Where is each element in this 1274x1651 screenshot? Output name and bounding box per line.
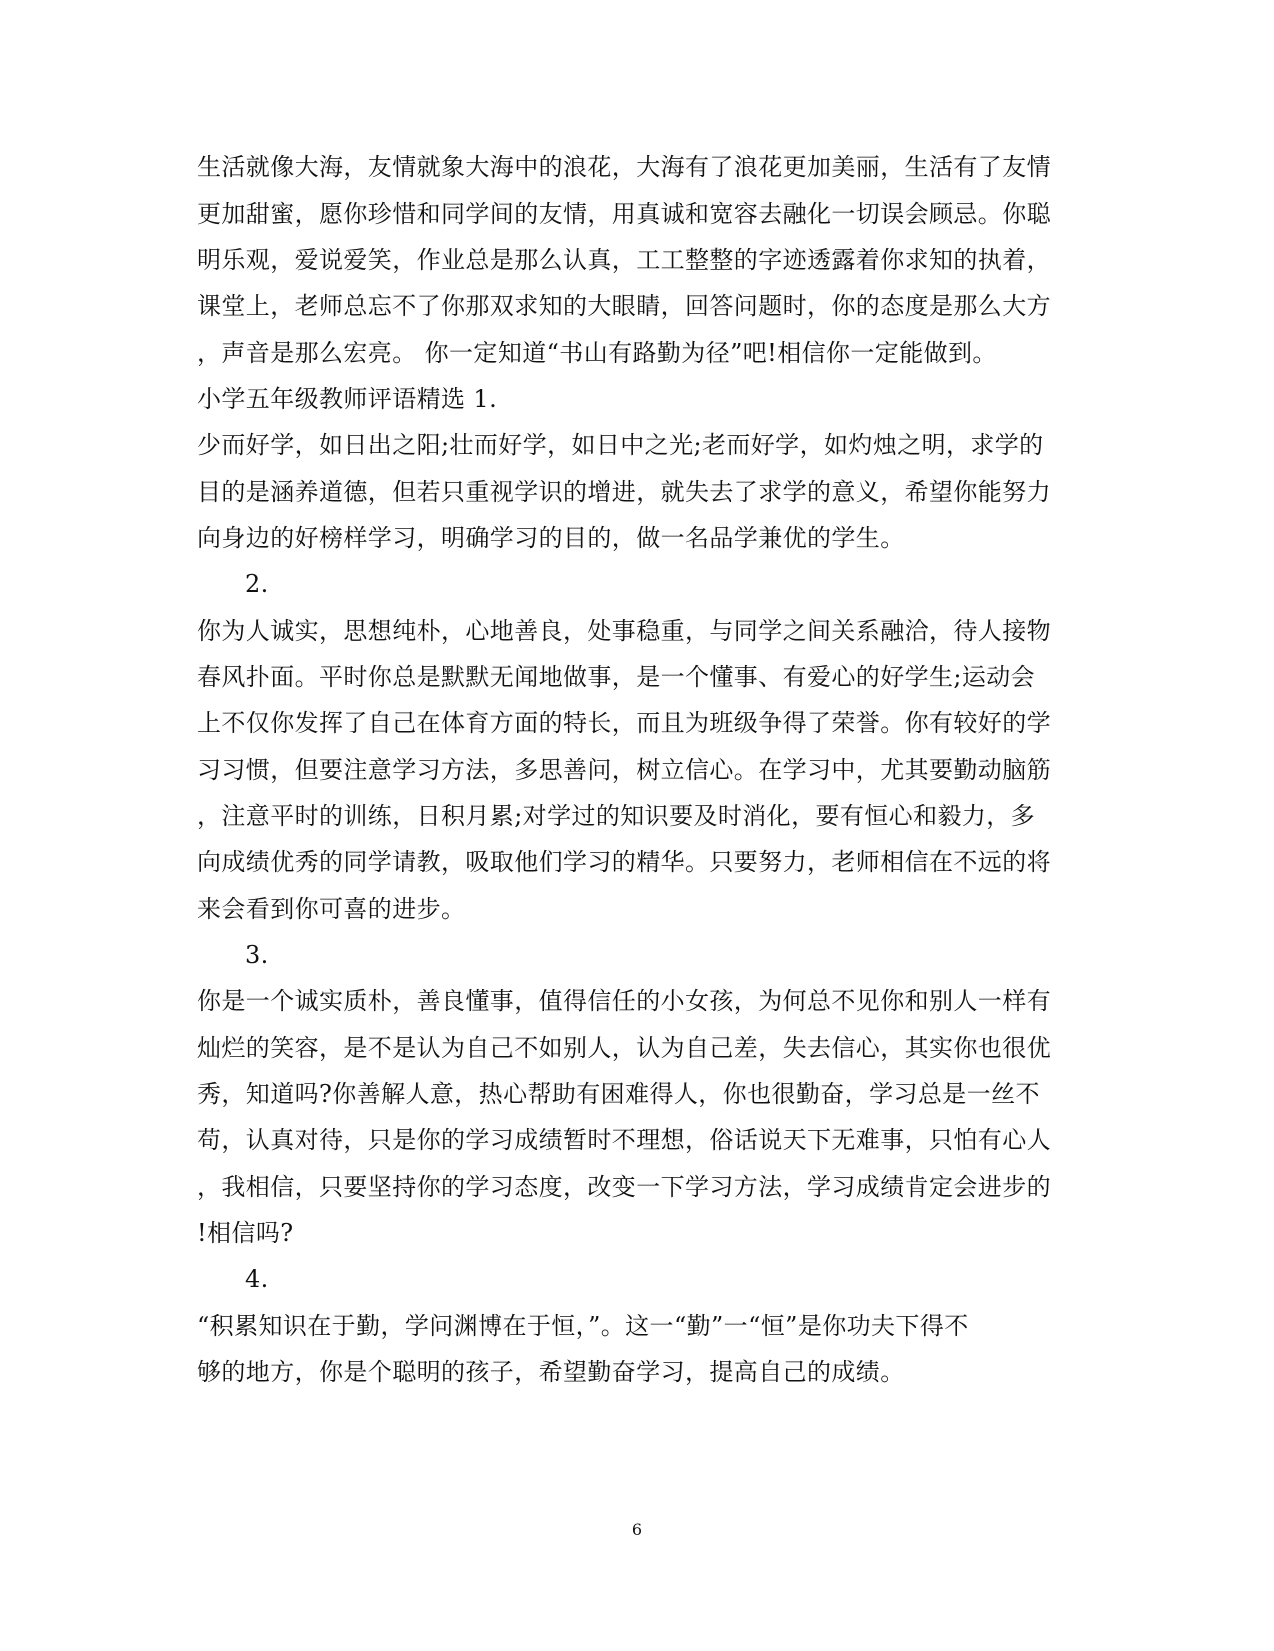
text-line: 春风扑面。平时你总是默默无闻地做事，是一个懂事、有爱心的好学生;运动会 (197, 663, 1036, 691)
page-number: 6 (631, 1520, 643, 1539)
text-line: 生活就像大海，友情就象大海中的浪花，大海有了浪花更加美丽，生活有了友情 (197, 153, 1051, 181)
text-line: 课堂上，老师总忘不了你那双求知的大眼睛，回答问题时，你的态度是那么大方 (197, 292, 1051, 320)
item-number: 2. (245, 570, 269, 598)
text-line: !相信吗? (197, 1219, 294, 1247)
text-line: 够的地方，你是个聪明的孩子，希望勤奋学习，提高自己的成绩。 (197, 1358, 905, 1386)
text-line: 苟，认真对待，只是你的学习成绩暂时不理想，俗话说天下无难事，只怕有心人 (197, 1126, 1051, 1154)
text-line: 明乐观，爱说爱笑，作业总是那么认真，工工整整的字迹透露着你求知的执着， (197, 246, 1051, 274)
item-number: 4. (245, 1265, 269, 1293)
text-line: ，注意平时的训练，日积月累;对学过的知识要及时消化，要有恒心和毅力，多 (197, 802, 1036, 830)
text-line: 来会看到你可喜的进步。 (197, 895, 466, 923)
text-line: “积累知识在于勤，学问渊博在于恒，”。这一“勤”一“恒”是你功夫下得不 (197, 1312, 969, 1340)
text-line: 你为人诚实，思想纯朴，心地善良，处事稳重，与同学之间关系融洽，待人接物 (197, 617, 1051, 645)
text-line: 你是一个诚实质朴，善良懂事，值得信任的小女孩，为何总不见你和别人一样有 (197, 987, 1051, 1015)
text-line: 更加甜蜜，愿你珍惜和同学间的友情，用真诚和宽容去融化一切误会顾忌。你聪 (197, 200, 1051, 228)
text-line: 目的是涵养道德，但若只重视学识的增进，就失去了求学的意义，希望你能努力 (197, 478, 1051, 506)
section-heading: 小学五年级教师评语精选 1. (197, 385, 498, 413)
text-line: 少而好学，如日出之阳;壮而好学，如日中之光;老而好学，如灼烛之明，求学的 (197, 431, 1044, 459)
text-line: 上不仅你发挥了自己在体育方面的特长，而且为班级争得了荣誉。你有较好的学 (197, 709, 1051, 737)
text-line: 习习惯，但要注意学习方法，多思善问，树立信心。在学习中，尤其要勤动脑筋 (197, 756, 1051, 784)
text-line: 向身边的好榜样学习，明确学习的目的，做一名品学兼优的学生。 (197, 524, 905, 552)
text-line: ，声音是那么宏亮。 你一定知道“书山有路勤为径”吧!相信你一定能做到。 (197, 339, 997, 367)
text-line: 秀，知道吗?你善解人意，热心帮助有困难得人，你也很勤奋，学习总是一丝不 (197, 1080, 1040, 1108)
text-line: 向成绩优秀的同学请教，吸取他们学习的精华。只要努力，老师相信在不远的将 (197, 848, 1051, 876)
text-line: ，我相信，只要坚持你的学习态度，改变一下学习方法，学习成绩肯定会进步的 (197, 1173, 1051, 1201)
item-number: 3. (245, 941, 269, 969)
text-line: 灿烂的笑容，是不是认为自己不如别人，认为自己差，失去信心，其实你也很优 (197, 1034, 1051, 1062)
